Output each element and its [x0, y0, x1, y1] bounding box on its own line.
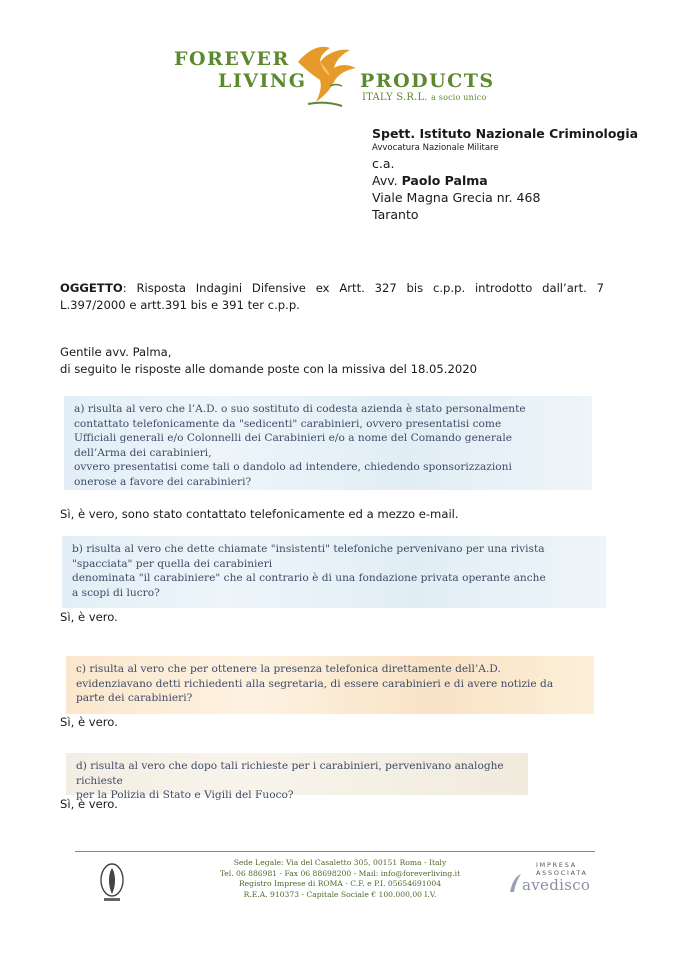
- question-b: [62, 536, 606, 608]
- letter-subject: [60, 280, 604, 314]
- question-line: a) risulta al vero che l’A.D. o suo sostituto di codesta azienda è stato personalmente: [74, 403, 526, 415]
- recipient-city: Taranto: [372, 207, 419, 222]
- avedisco-badge: [508, 858, 598, 898]
- recipient-department: Avvocatura Nazionale Militare: [372, 143, 499, 153]
- answer-b: Sì, è vero.: [60, 610, 118, 624]
- question-a: [64, 396, 592, 490]
- question-d: [66, 753, 528, 801]
- eagle-icon: [290, 40, 362, 108]
- question-line: Ufficiali generali e/o Colonnelli dei Carabinieri e/o a nome del Comando generale: [74, 432, 512, 444]
- question-line: denominata "il carabiniere" che al contrario è di una fondazione privata operante anche: [72, 572, 546, 584]
- question-line: contattato telefonicamente da "sedicenti" carabinieri, ovvero presentatisi come: [74, 417, 502, 430]
- recipient-institute: Spett. Istituto Nazionale Criminologia: [372, 126, 639, 141]
- subject-text: : Risposta Indagini Difensive ex Artt. 327 bis c.p.p. introdotto dall’art. 7 L.397/2000 e artt.391 bis e 391 ter c.p.p.: [60, 281, 604, 312]
- question-c: [66, 656, 594, 714]
- answer-c: Sì, è vero.: [60, 715, 118, 729]
- question-line: c) risulta al vero che per ottenere la presenza telefonica direttamente dell’A.D.: [76, 663, 501, 675]
- recipient-address: [372, 125, 662, 223]
- recipient-street: Viale Magna Grecia nr. 468: [372, 190, 541, 205]
- question-line: ovvero presentatisi come tali o dandolo ad intendere, chiedendo sponsorizzazioni: [74, 461, 512, 473]
- recipient-name: Avv. Paolo Palma: [372, 173, 488, 188]
- footer-line: Sede Legale: Via del Casaletto 305, 00151 Roma - Italy: [233, 858, 447, 867]
- crest-emblem-icon: [92, 858, 132, 906]
- letter-greeting: [60, 344, 620, 378]
- greeting-salutation: Gentile avv. Palma,: [60, 345, 172, 359]
- question-line: evidenziavano detti richiedenti alla segretaria, di essere carabinieri e di avere notizie da: [76, 677, 554, 690]
- footer-line: R.E.A. 910373 - Capitale Sociale € 100.000,00 I.V.: [243, 889, 437, 899]
- logo-word-forever: FOREVER: [174, 48, 290, 70]
- footer-line: Registro Imprese di ROMA - C.F. e P.I. 05654691004: [238, 879, 442, 889]
- question-line: per la Polizia di Stato e Vigili del Fuoco?: [76, 789, 294, 801]
- recipient-attention: c.a.: [372, 156, 395, 171]
- question-line: d) risulta al vero che dopo tali richieste per i carabinieri, pervenivano analoghe richieste: [76, 760, 504, 787]
- assoc-label: IMPRESA ASSOCIATA: [536, 861, 588, 877]
- logo-word-products: PRODUCTS: [360, 70, 495, 92]
- assoc-swoosh-icon: [508, 872, 522, 894]
- logo-italy-srl: ITALY S.R.L. a socio unico: [362, 92, 487, 103]
- answer-a: Sì, è vero, sono stato contattato telefonicamente ed a mezzo e-mail.: [60, 507, 459, 521]
- company-logo: [170, 40, 495, 110]
- logo-word-living: LIVING: [218, 70, 307, 92]
- answer-d: Sì, è vero.: [60, 797, 118, 811]
- footer-line: Tel. 06 886981 - Fax 06 88698200 - Mail: info@foreverliving.it: [219, 868, 461, 878]
- question-line: "spacciata" per quella dei carabinieri: [72, 557, 273, 570]
- question-line: parte dei carabinieri?: [76, 692, 193, 704]
- greeting-intro: di seguito le risposte alle domande poste con la missiva del 18.05.2020: [60, 362, 477, 376]
- footer-company-info: [180, 858, 500, 900]
- question-line: b) risulta al vero che dette chiamate "insistenti" telefoniche pervenivano per una rivista: [72, 543, 545, 555]
- question-line: onerose a favore dei carabinieri?: [74, 475, 252, 488]
- question-line: dell’Arma dei carabinieri,: [74, 446, 212, 459]
- footer-divider: [75, 851, 595, 852]
- question-line: a scopi di lucro?: [72, 586, 160, 599]
- subject-label: OGGETTO: [60, 281, 123, 295]
- assoc-brand: avedisco: [522, 876, 591, 894]
